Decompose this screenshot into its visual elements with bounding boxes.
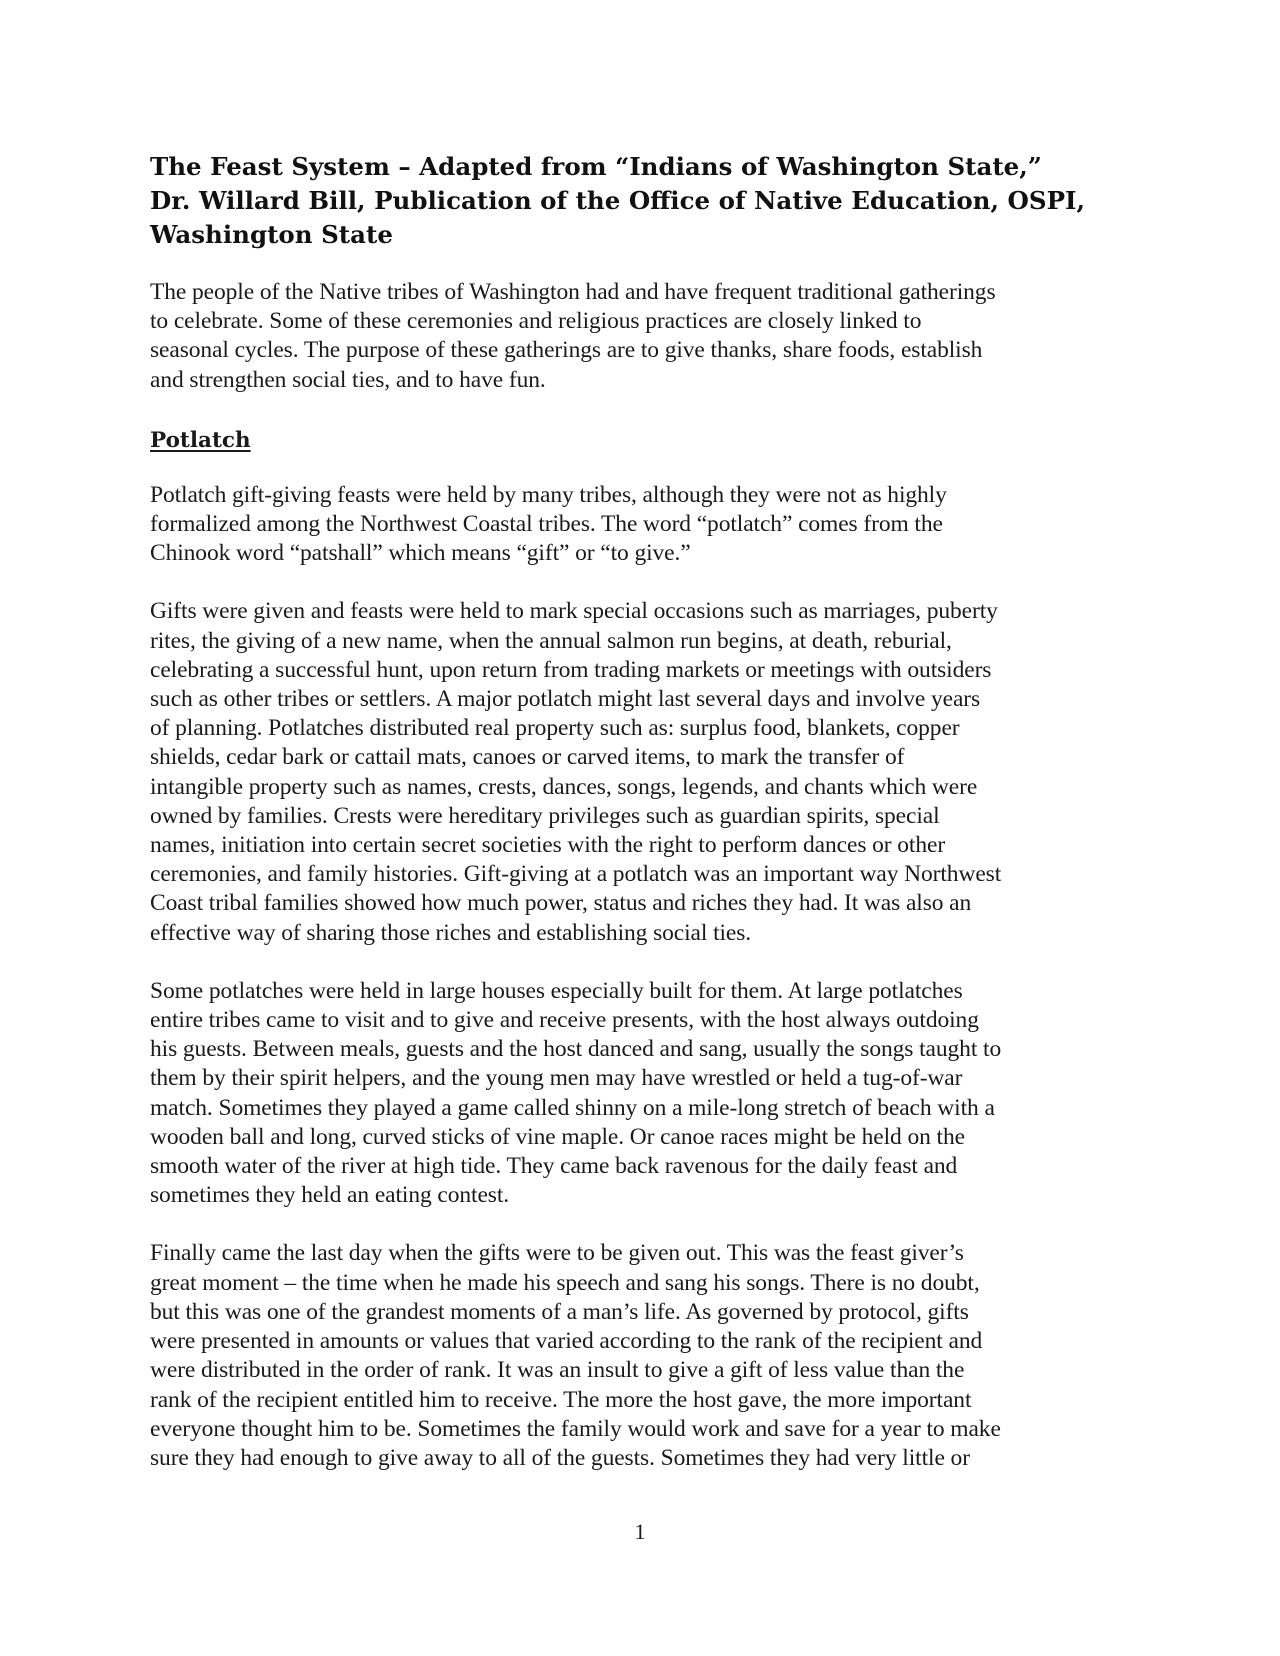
text-line: everyone thought him to be. Sometimes the family would work and save for a year to make [150, 1415, 1001, 1442]
text-line: seasonal cycles. The purpose of these gatherings are to give thanks, share foods, establish [150, 337, 983, 364]
text-line: names, initiation into certain secret societies with the right to perform dances or other [150, 832, 946, 859]
text-line: sometimes they held an eating contest. [150, 1182, 510, 1209]
text-line: shields, cedar bark or cattail mats, canoes or carved items, to mark the transfer of [150, 744, 905, 771]
paragraph-3 [150, 977, 1130, 1211]
text-line: owned by families. Crests were hereditary privileges such as guardian spirits, special [150, 802, 940, 829]
text-line: smooth water of the river at high tide. They came back ravenous for the daily feast and [150, 1153, 958, 1180]
paragraph-1 [150, 481, 1130, 569]
paragraph-2 [150, 597, 1130, 947]
text-line: The people of the Native tribes of Washington had and have frequent traditional gatherings [150, 279, 996, 305]
text-line: Potlatch gift-giving feasts were held by many tribes, although they were not as highly [150, 481, 947, 508]
title-line-3: Washington State [150, 220, 393, 249]
text-line: sure they had enough to give away to all of the guests. Sometimes they had very little or [150, 1444, 970, 1471]
text-line: Finally came the last day when the gifts were to be given out. This was the feast giver’s [150, 1240, 964, 1267]
text-line: Gifts were given and feasts were held to mark special occasions such as marriages, puberty [150, 598, 998, 625]
page-number: 1 [634, 1519, 646, 1544]
text-line: his guests. Between meals, guests and the host danced and sang, usually the songs taught to [150, 1036, 1002, 1063]
text-line: rank of the recipient entitled him to receive. The more the host gave, the more important [150, 1386, 972, 1413]
text-line: were distributed in the order of rank. It was an insult to give a gift of less value than the [150, 1357, 965, 1384]
text-line: and strengthen social ties, and to have fun. [150, 366, 546, 393]
text-line: entire tribes came to visit and to give and receive presents, with the host always outdoing [150, 1007, 979, 1034]
text-line: them by their spirit helpers, and the young men may have wrestled or held a tug-of-war [150, 1065, 963, 1092]
intro-paragraph [150, 278, 1130, 395]
title-line-2: Dr. Willard Bill, Publication of the Office of Native Education, OSPI, [150, 186, 1085, 215]
text-line: formalized among the Northwest Coastal tribes. The word “potlatch” comes from the [150, 511, 943, 538]
text-line: but this was one of the grandest moments of a man’s life. As governed by protocol, gifts [150, 1298, 969, 1325]
text-line: Coast tribal families showed how much power, status and riches they had. It was also an [150, 890, 972, 917]
text-line: of planning. Potlatches distributed real property such as: surplus food, blankets, copper [150, 715, 960, 742]
text-line: such as other tribes or settlers. A major potlatch might last several days and involve years [150, 686, 981, 713]
text-line: Chinook word “patshall” which means “gift” or “to give.” [150, 540, 691, 567]
text-line: effective way of sharing those riches and establishing social ties. [150, 919, 752, 946]
section-heading-potlatch: Potlatch [150, 427, 251, 453]
text-line: celebrating a successful hunt, upon return from trading markets or meetings with outsiders [150, 656, 992, 683]
text-line: wooden ball and long, curved sticks of vine maple. Or canoe races might be held on the [150, 1123, 965, 1150]
text-line: match. Sometimes they played a game called shinny on a mile-long stretch of beach with a [150, 1094, 995, 1121]
title-line-1: The Feast System – Adapted from “Indians of Washington State,” [150, 152, 1042, 181]
text-line: Some potlatches were held in large houses especially built for them. At large potlatches [150, 977, 963, 1004]
text-line: intangible property such as names, crests, dances, songs, legends, and chants which were [150, 773, 978, 800]
text-line: to celebrate. Some of these ceremonies and religious practices are closely linked to [150, 308, 922, 335]
document-page [150, 150, 1130, 1473]
paragraph-4 [150, 1239, 1130, 1473]
document-title [150, 150, 1130, 252]
text-line: ceremonies, and family histories. Gift-giving at a potlatch was an important way Northwest [150, 861, 1002, 888]
text-line: rites, the giving of a new name, when the annual salmon run begins, at death, reburial, [150, 627, 952, 654]
text-line: great moment – the time when he made his speech and sang his songs. There is no doubt, [150, 1269, 980, 1296]
text-line: were presented in amounts or values that varied according to the rank of the recipient and [150, 1328, 983, 1355]
